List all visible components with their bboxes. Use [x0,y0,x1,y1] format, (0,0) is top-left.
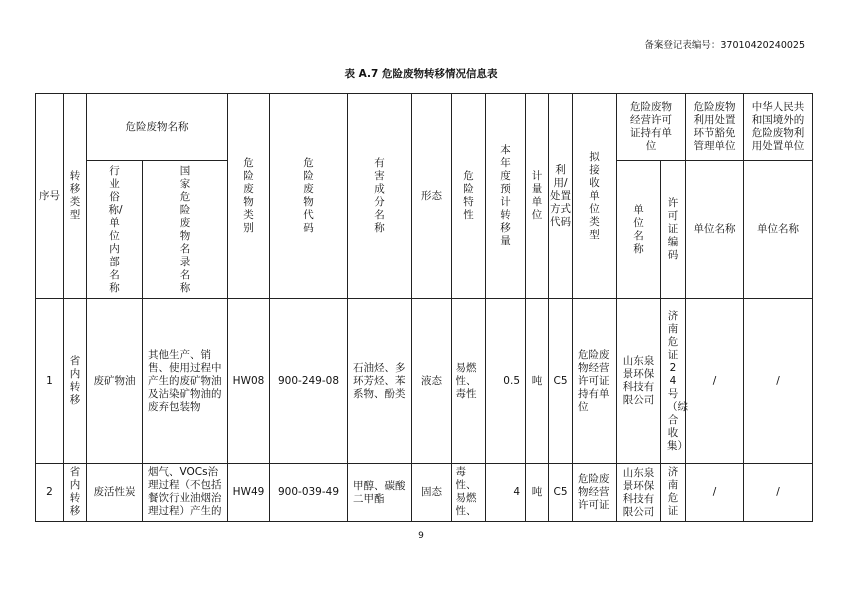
row-exempt-unit-name: / [686,464,744,522]
row-seq: 2 [36,464,64,522]
header-foreign-unit-name: 单位名称 [744,161,813,299]
row-waste-code: 900-039-49 [270,464,348,522]
header-waste-code-text: 危险废物代码 [303,157,314,234]
row-hazard-property [452,464,486,522]
row-hazard-property [452,299,486,464]
page-number: 9 [418,531,424,541]
header-license-no [661,161,686,299]
row-exempt-unit-name: / [686,299,744,464]
row-transfer-type [64,464,87,522]
row-annual-amount: 0.5 [486,299,526,464]
row-license-no-text: 济南危证 [667,466,679,517]
header-industry-name [87,161,143,299]
header-transfer-type: 转移类型 [64,94,87,299]
header-unit-name-text: 单位名称 [633,203,644,255]
row-license-no [661,464,686,522]
header-annual-amount [486,94,526,299]
header-national-name [143,161,228,299]
header-harmful-components [348,94,412,299]
table-row [36,464,813,522]
header-foreign-group-text: 中华人民共和国境外的危险废物利用处置单位 [751,101,805,152]
row-license-no-text: 济南危证24号（综合收集） [667,309,688,452]
row-receiver-type: 危险废物经营许可证持有单位 [573,299,617,464]
row-transfer-type-text: 省内转移 [69,466,81,517]
row-disposal-code: C5 [549,464,573,522]
header-waste-code [270,94,348,299]
header-row-1 [36,94,813,161]
header-industry-name-text: 行业俗称/单位内部名称 [108,164,123,294]
header-exempt-group [686,94,744,161]
row-annual-amount: 4 [486,464,526,522]
row-waste-category: HW49 [228,464,270,522]
row-harmful-components: 甲醇、碳酸二甲酯 [348,464,412,522]
header-seq: 序号 [36,94,64,299]
row-industry-name: 废矿物油 [87,299,143,464]
row-national-name-text: 烟气、VOCs治理过程（不包括餐饮行业油烟治理过程）产生的 [148,466,222,517]
header-license-no-text: 许可证编码 [667,197,679,261]
header-license-holder-group-text: 危险废物经营许可证持有单位 [630,101,672,152]
row-form: 液态 [412,299,452,464]
row-unit-name [617,299,661,464]
row-national-name [143,464,228,522]
header-waste-name-group [87,94,228,161]
row-foreign-unit-name: / [744,299,813,464]
row-unit-name-text: 山东泉景环保科技有限公司 [622,355,655,406]
row-unit-name-text: 山东泉景环保科技有限公司 [622,466,655,518]
table-row [36,299,813,464]
header-license-holder-group [617,94,686,161]
row-transfer-type [64,299,87,464]
table-title: 表 A.7 危险废物转移情况信息表 [344,68,498,80]
row-unit: 吨 [526,299,549,464]
row-transfer-type-text: 省内转移 [69,355,81,406]
header-unit-name [617,161,661,299]
row-unit: 吨 [526,464,549,522]
row-industry-name: 废活性炭 [87,464,143,522]
row-hazard-property-text: 易燃性、毒性 [455,361,477,400]
filing-number: 备案登记表编号：37010420240025 [644,40,805,51]
header-national-name-text: 国家危险废物名录名称 [179,164,191,294]
header-disposal-code: 利用/处置方式代码 [549,94,573,299]
row-national-name: 其他生产、销售、使用过程中产生的废矿物油及沾染矿物油的废弃包装物 [143,299,228,464]
header-receiver-type [573,94,617,299]
header-exempt-unit-name: 单位名称 [686,161,744,299]
row-harmful-components: 石油烃、多环芳烃、苯系物、酚类 [348,299,412,464]
header-waste-category [228,94,270,299]
row-receiver-type: 危险废物经营许可证 [573,464,617,522]
row-license-no [661,299,686,464]
header-hazard-property [452,94,486,299]
hazardous-waste-transfer-table [35,93,813,522]
header-waste-name-group-text: 危险废物名称 [125,120,189,133]
header-receiver-type-text: 拟接收单位类型 [589,150,600,241]
row-waste-category: HW08 [228,299,270,464]
header-unit: 计量单位 [526,94,549,299]
row-disposal-code: C5 [549,299,573,464]
row-unit-name [617,464,661,522]
header-hazard-property-text: 危险特性 [463,170,474,221]
header-harmful-components-text: 有害成分名称 [374,157,385,234]
header-form: 形态 [412,94,452,299]
row-foreign-unit-name: / [744,464,813,522]
header-foreign-group [744,94,813,161]
row-waste-code: 900-249-08 [270,299,348,464]
header-annual-amount-text: 本年度预计转移量 [500,144,511,247]
header-waste-category-text: 危险废物类别 [243,157,254,234]
row-seq: 1 [36,299,64,464]
row-form: 固态 [412,464,452,522]
header-exempt-group-text: 危险废物利用处置环节豁免管理单位 [693,101,736,152]
row-hazard-property-text: 毒性、易燃性、 [455,466,477,517]
